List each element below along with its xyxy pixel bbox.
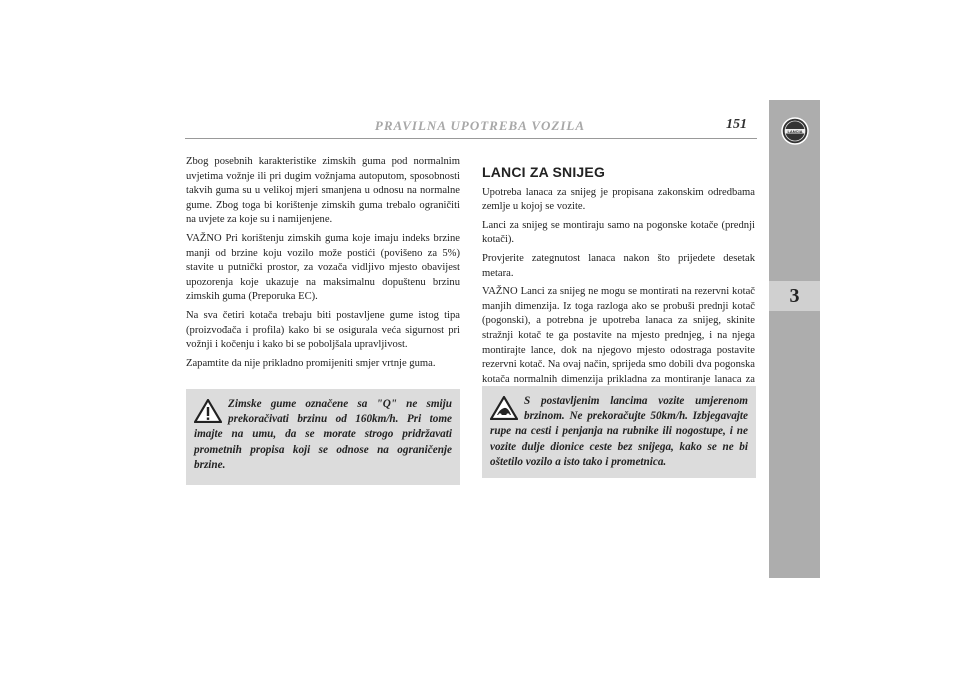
snow-chain-warning-box [482,386,756,478]
paragraph: VAŽNO Lanci za snijeg ne mogu se montirati na rezervni kotač manjih dimenzija. Iz toga razloga ako se probuši prednji kotač (pogonski), a potrebna je upotreba lanaca za snijeg, skinite stražnji kotač te ga postavite na mjesto prednjeg, i na njega montirajte lance, dok na njegovo mjesto odostraga postavite rezervni kotač. Na ovaj način, sprijeda smo dobili dva pogonska kotača normalnih dimenzija prikladna za montiranje lanaca za [482,286,755,385]
running-header-title: PRAVILNA UPOTREBA VOZILA [374,118,586,133]
snow-chain-warning-icon [490,396,518,420]
warning-text: Zimske gume označene sa "Q" ne smiju prekoračivati brzinu od 160km/h. Pri tome imajte na umu, da se morate strogo pridržavati prometnih propisa koji se odnose na ograničenje brzine. [194,398,452,471]
chapter-number: 3 [769,281,820,311]
paragraph: Na sva četiri kotača trebaju biti postavljene gume istog tipa (proizvođača i profila) kako bi se osigurala veća sigurnost pri vožnji i kočenju i kako bi se poboljšala upravljivost. [186,309,460,351]
logo-text: LANCIA [787,128,803,134]
paragraph: Zapamtite da nije prikladno promijeniti smjer vrtnje guma. [186,357,436,369]
lancia-logo-icon [780,116,810,146]
warning-text: S postavljenim lancima vozite umjerenom brzinom. Ne prekoračujte 50km/h. Izbjegavajte rupe na cesti i penjanja na rubnike ili nogostupe, i ne vozite dulje dionice ceste bez snijega, kako se ne bi oštetilo vozilo a isto tako i prometnica. [490,395,748,468]
paragraph: Provjerite zategnutost lanaca nakon što prijedete desetak metara. [482,252,755,279]
warning-triangle-icon [194,399,222,423]
page-number: 151 [726,117,747,132]
paragraph: Zbog posebnih karakteristike zimskih guma pod normalnim uvjetima vožnje ili pri dugim vožnjama autoputom, sposobnosti takvih guma su u velikoj mjeri smanjena u odnosu na normalne gume. Zbog toga bi korištenje zimskih guma trebalo ograničiti na uvjete za koje su i namijenjene. [186,156,460,226]
right-column [482,165,755,406]
winter-tyre-warning-box [186,389,460,485]
header-rule [185,138,757,139]
paragraph: Upotreba lanaca za snijeg je propisana zakonskim odredbama zemlje u kojoj se vozite. [482,186,755,213]
paragraph: Lanci za snijeg se montiraju samo na pogonske kotače (prednji kotači). [482,219,755,246]
paragraph: VAŽNO Pri korištenju zimskih guma koje imaju indeks brzine manji od brzine koju vozilo može postići (povišeno za 5%) stavite u putnički prostor, za vozača vidljivo mjesto obavijest upozorenja koje ukazuje na maksimalnu dopuštenu brzinu zimskih guma (Preporuka EC). [186,232,460,303]
section-title: LANCI ZA SNIJEG [482,164,606,180]
side-tab [769,100,820,578]
left-column [186,155,460,375]
